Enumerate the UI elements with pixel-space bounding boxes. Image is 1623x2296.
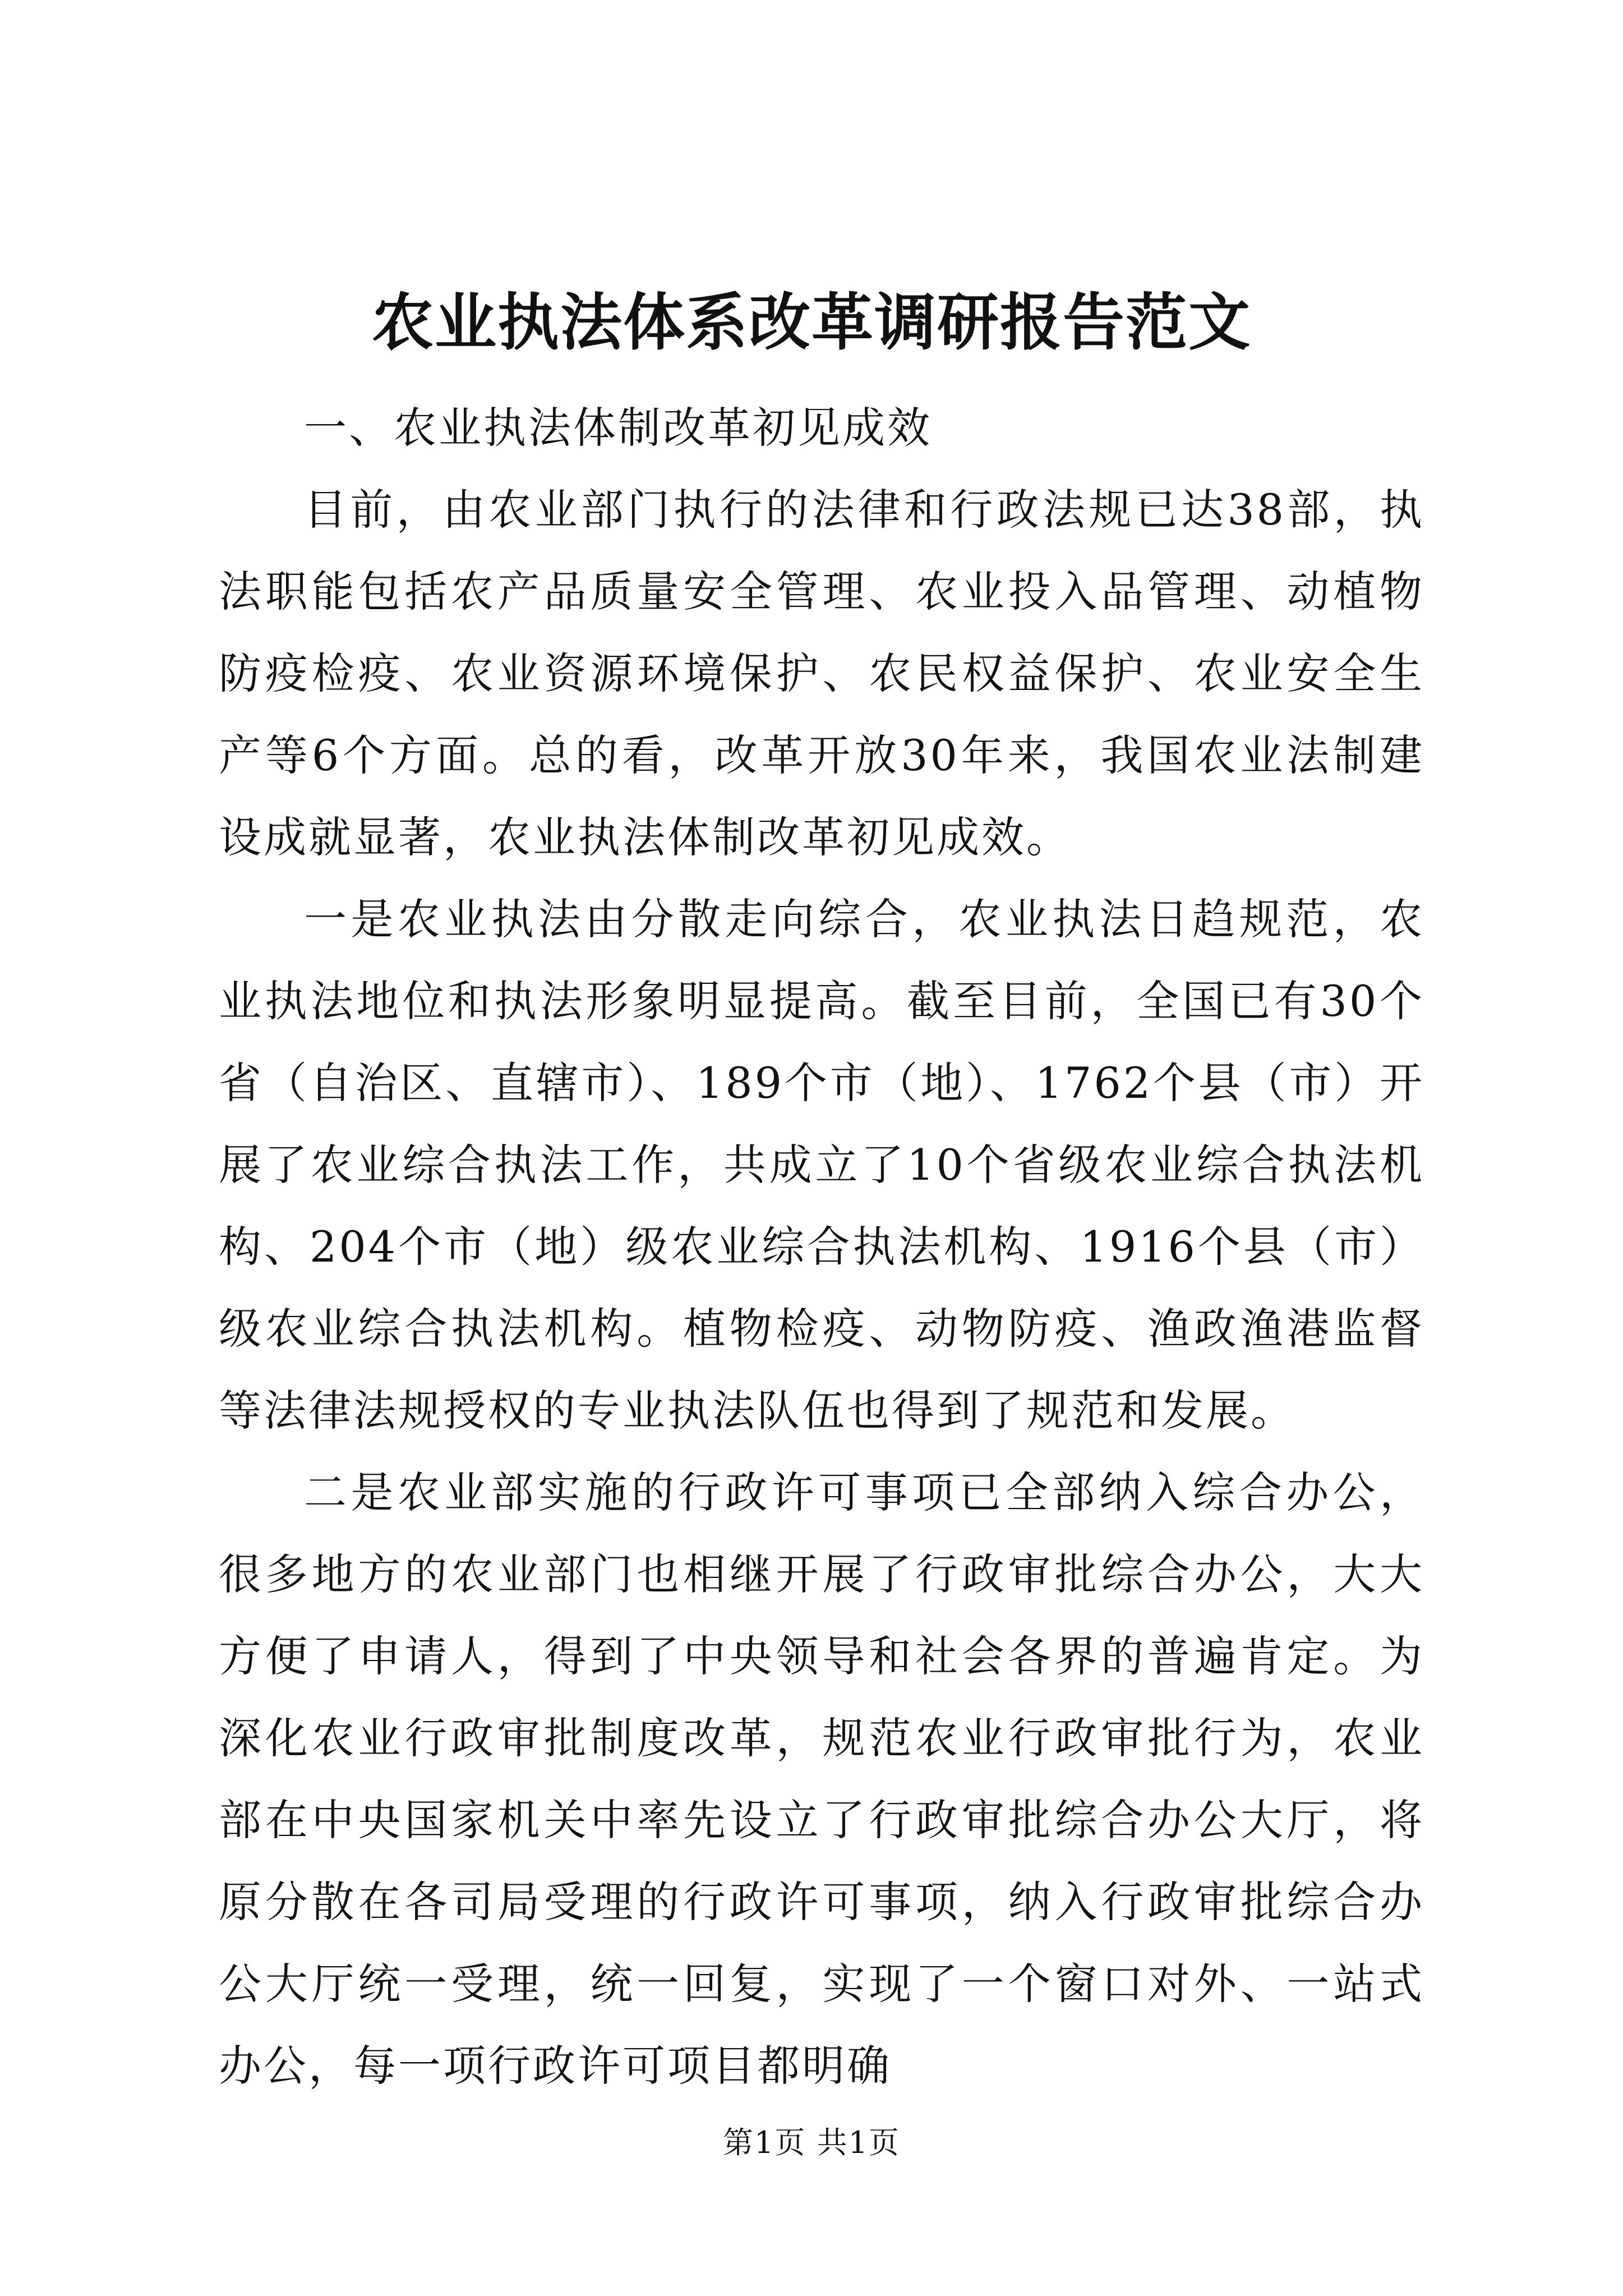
section-heading: 一、农业执法体制改革初见成效: [304, 403, 932, 453]
document-body: [219, 387, 1424, 2107]
document-title: 农业执法体系改革调研报告范文: [372, 286, 1251, 358]
body-paragraph: 二是农业部实施的行政许可事项已全部纳入综合办公，很多地方的农业部门也相继开展了行政审批综合办公，大大方便了申请人，得到了中央领导和社会各界的普遍肯定。为深化农业行政审批制度改革，规范农业行政审批行为，农业部在中央国家机关中率先设立了行政审批综合办公大厅，将原分散在各司局受理的行政许可事项，纳入行政审批综合办公大厅统一受理，统一回复，实现了一个窗口对外、一站式办公，每一项行政许可项目都明确: [219, 1467, 1424, 2091]
page-footer: 第1页 共1页: [723, 2125, 900, 2160]
body-paragraph: 目前，由农业部门执行的法律和行政法规已达38部，执法职能包括农产品质量安全管理、农业投入品管理、动植物防疫检疫、农业资源环境保护、农民权益保护、农业安全生产等6个方面。总的看，改革开放30年来，我国农业法制建设成就显著，农业执法体制改革初见成效。: [219, 485, 1424, 862]
body-paragraph: 一是农业执法由分散走向综合，农业执法日趋规范，农业执法地位和执法形象明显提高。截至目前，全国已有30个省（自治区、直辖市）、189个市（地）、1762个县（市）开展了农业综合执法工作，共成立了10个省级农业综合执法机构、204个市（地）级农业综合执法机构、1916个县（市）级农业综合执法机构。植物检疫、动物防疫、渔政渔港监督等法律法规授权的专业执法队伍也得到了规范和发展。: [219, 894, 1424, 1435]
